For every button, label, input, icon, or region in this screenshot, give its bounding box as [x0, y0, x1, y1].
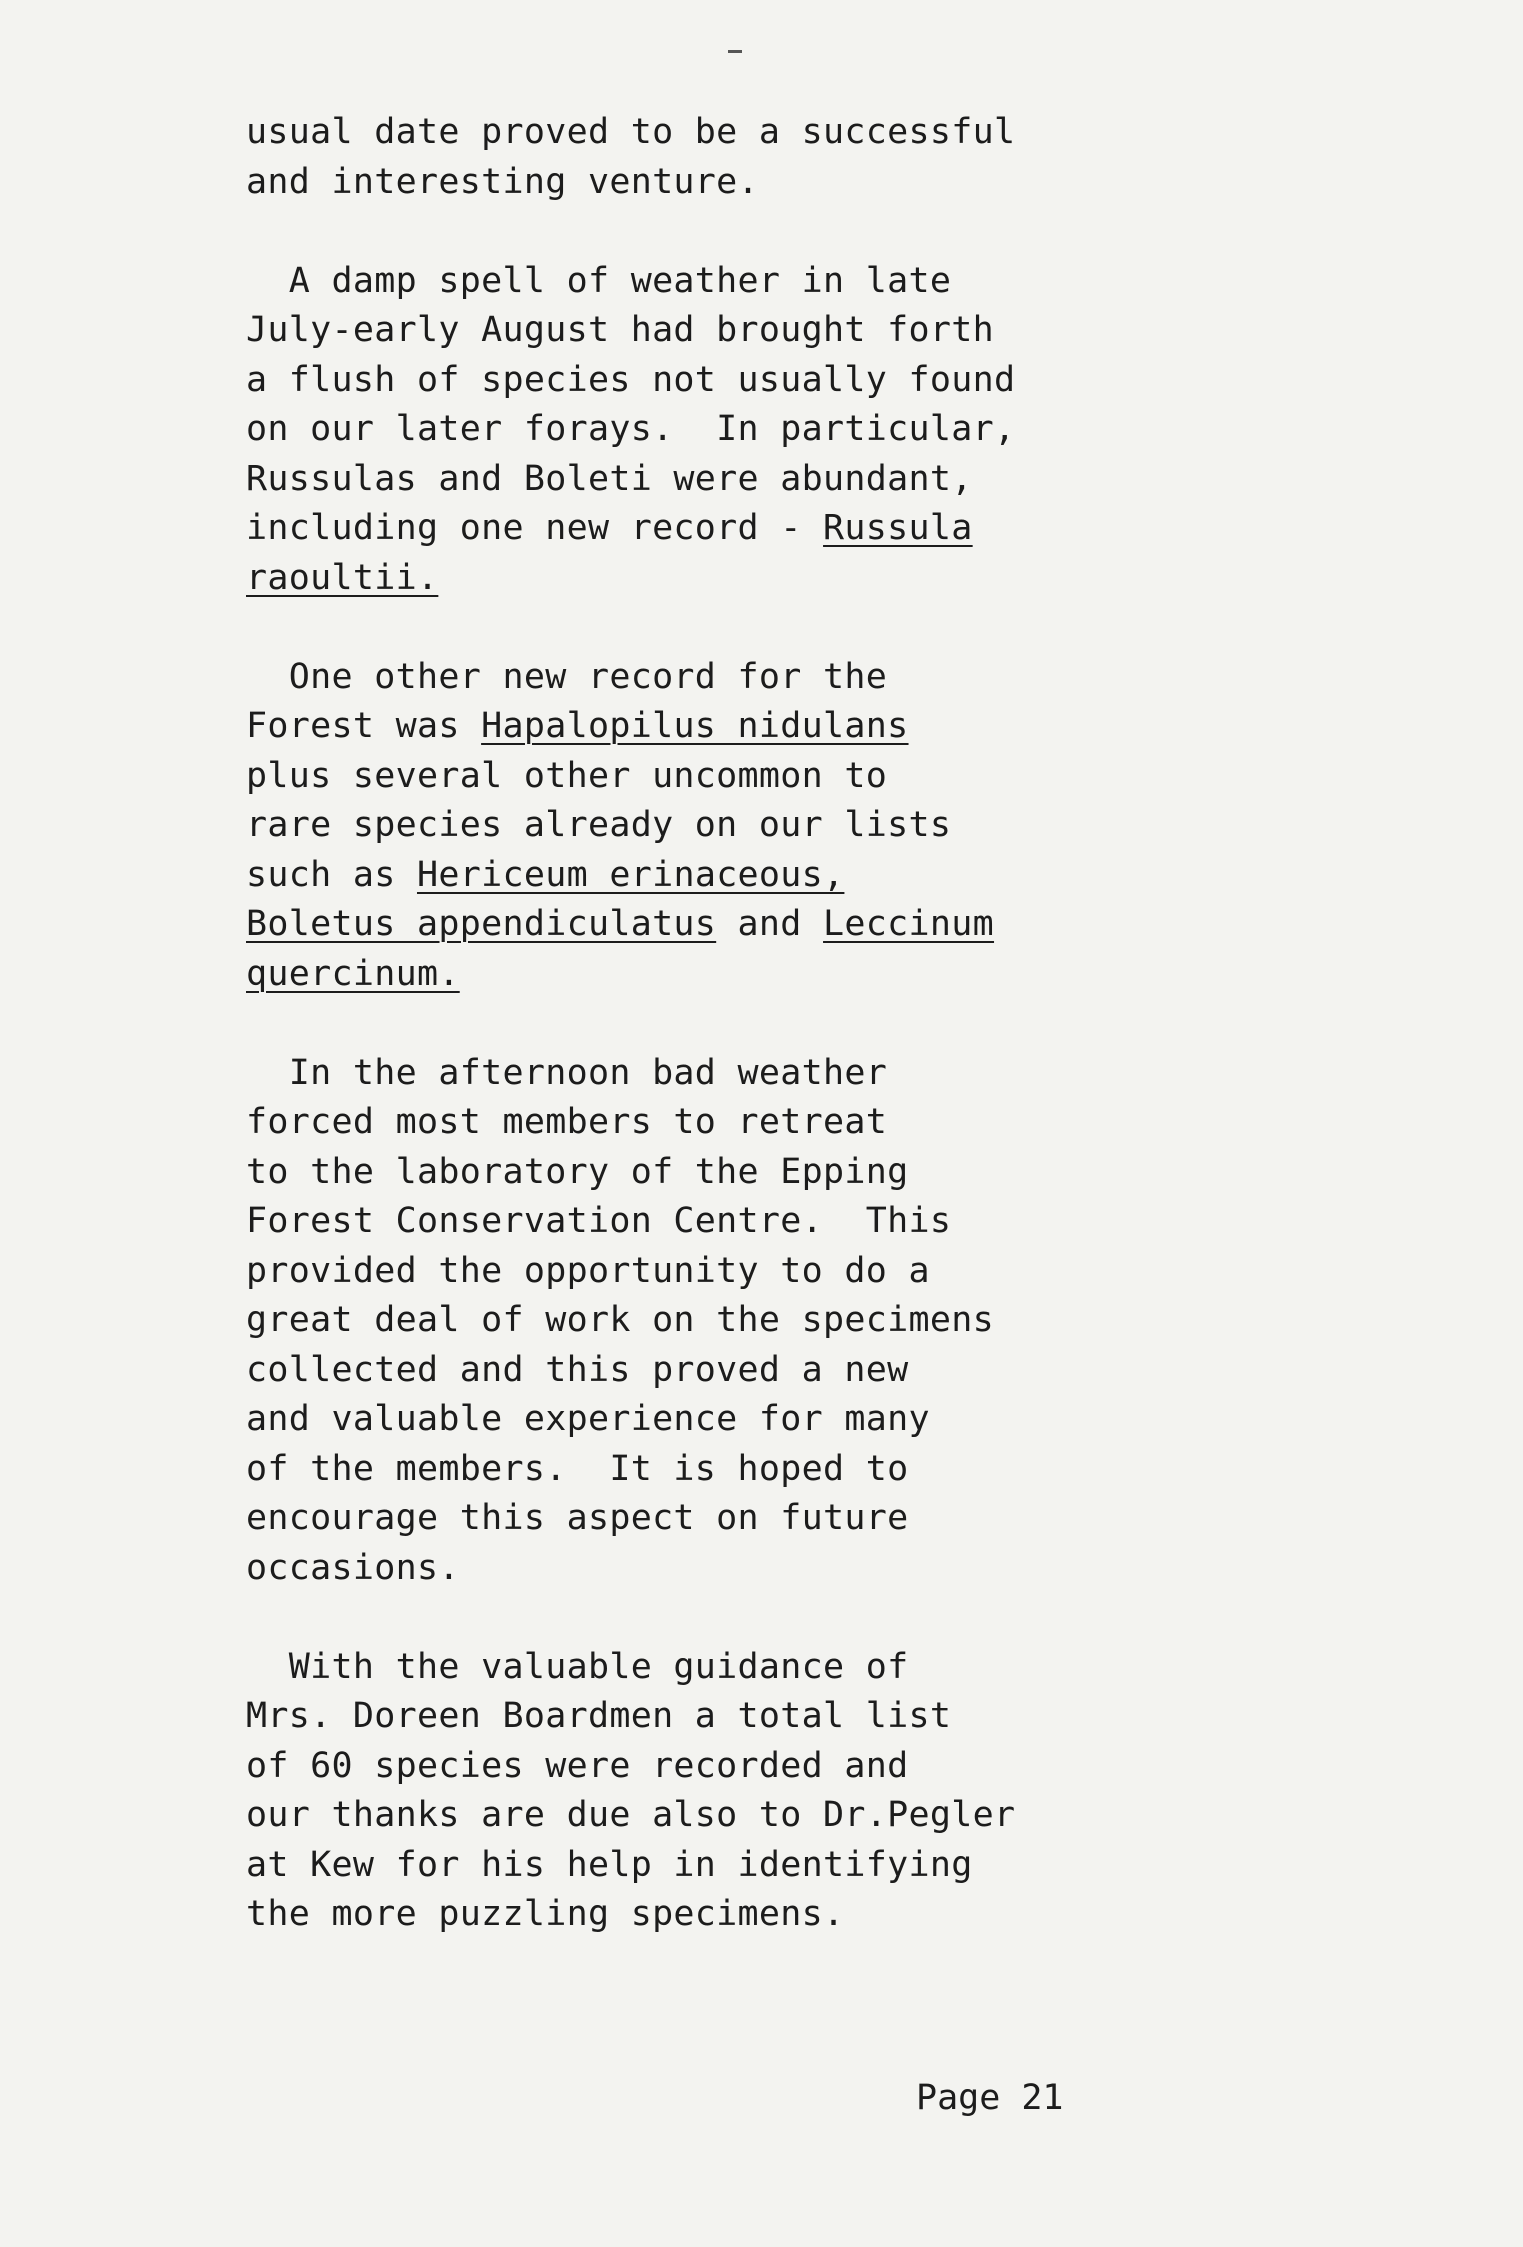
document-body — [246, 108, 1206, 1989]
text-segment: provided the opportunity to do a — [246, 1250, 930, 1291]
text-segment: Forest Conservation Centre. This — [246, 1201, 952, 1241]
paragraph — [246, 653, 1206, 1000]
text-line — [246, 1395, 1206, 1445]
text-segment: our thanks are due also to Dr.Pegler — [246, 1795, 1016, 1835]
text-segment: to the laboratory of the Epping — [246, 1151, 909, 1192]
paragraph — [246, 108, 1206, 207]
text-segment: the more puzzling specimens. — [246, 1894, 845, 1934]
text-line — [246, 1643, 1206, 1693]
text-segment: July-early August had brought forth — [246, 310, 995, 350]
underlined-species-name: Russula — [823, 508, 973, 548]
text-line — [246, 504, 1206, 554]
paragraph — [246, 1643, 1206, 1940]
text-segment: on our later forays. In particular, — [246, 409, 1016, 449]
text-segment: including one new record - — [246, 508, 824, 548]
text-line — [246, 653, 1206, 703]
underlined-species-name: quercinum. — [246, 953, 460, 994]
text-segment: In the afternoon bad weather — [246, 1052, 888, 1093]
text-line — [246, 405, 1206, 455]
text-line — [246, 158, 1206, 208]
text-line — [246, 1049, 1206, 1099]
text-line — [246, 702, 1206, 752]
text-segment: With the valuable guidance of — [246, 1646, 909, 1687]
paragraph — [246, 257, 1206, 604]
underlined-species-name: raoultii. — [246, 557, 439, 598]
text-segment: forced most members to retreat — [246, 1102, 888, 1142]
text-line — [246, 801, 1206, 851]
text-line — [246, 1197, 1206, 1247]
text-segment: of the members. It is hoped to — [246, 1448, 909, 1489]
text-line — [246, 950, 1206, 1000]
text-line — [246, 1296, 1206, 1346]
text-segment: of 60 species were recorded and — [246, 1745, 909, 1786]
text-segment: occasions. — [246, 1547, 460, 1588]
text-segment: Russulas and Boleti were abundant, — [246, 458, 973, 499]
text-segment: and interesting venture. — [246, 161, 759, 202]
text-line — [246, 900, 1206, 950]
text-segment: such as — [246, 854, 417, 895]
text-line — [246, 1791, 1206, 1841]
text-segment: A damp spell of weather in late — [246, 260, 952, 301]
text-line — [246, 1346, 1206, 1396]
text-segment: One other new record for the — [246, 656, 888, 697]
text-segment: at Kew for his help in identifying — [246, 1844, 973, 1885]
text-line — [246, 1098, 1206, 1148]
text-line — [246, 1247, 1206, 1297]
text-line — [246, 1445, 1206, 1495]
text-segment: encourage this aspect on future — [246, 1498, 909, 1538]
text-segment: and valuable experience for many — [246, 1399, 930, 1439]
text-segment: collected and this proved a new — [246, 1349, 909, 1390]
underlined-species-name: Hapalopilus nidulans — [481, 706, 909, 746]
text-line — [246, 1544, 1206, 1594]
text-line — [246, 108, 1206, 158]
text-line — [246, 455, 1206, 505]
text-segment: plus several other uncommon to — [246, 755, 888, 796]
text-segment: Forest was — [246, 706, 482, 746]
text-line — [246, 306, 1206, 356]
text-line — [246, 257, 1206, 307]
text-line — [246, 1841, 1206, 1891]
underlined-species-name: Leccinum — [823, 904, 995, 944]
text-line — [246, 752, 1206, 802]
text-line — [246, 554, 1206, 604]
text-segment: rare species already on our lists — [246, 805, 952, 845]
text-segment: great deal of work on the specimens — [246, 1300, 995, 1340]
text-line — [246, 1742, 1206, 1792]
text-segment: Mrs. Doreen Boardmen a total list — [246, 1696, 952, 1736]
text-segment: a flush of species not usually found — [246, 359, 1016, 400]
text-line — [246, 1494, 1206, 1544]
paragraph — [246, 1049, 1206, 1594]
text-line — [246, 356, 1206, 406]
underlined-species-name: Hericeum erinaceous, — [416, 854, 845, 895]
page-number: Page 21 — [916, 2078, 1064, 2118]
text-line — [246, 851, 1206, 901]
text-segment: usual date proved to be a successful — [246, 112, 1016, 152]
page-top-mark — [728, 50, 742, 53]
underlined-species-name: Boletus appendiculatus — [246, 904, 717, 944]
text-line — [246, 1692, 1206, 1742]
text-line — [246, 1890, 1206, 1940]
text-line — [246, 1148, 1206, 1198]
text-segment: and — [716, 904, 824, 944]
